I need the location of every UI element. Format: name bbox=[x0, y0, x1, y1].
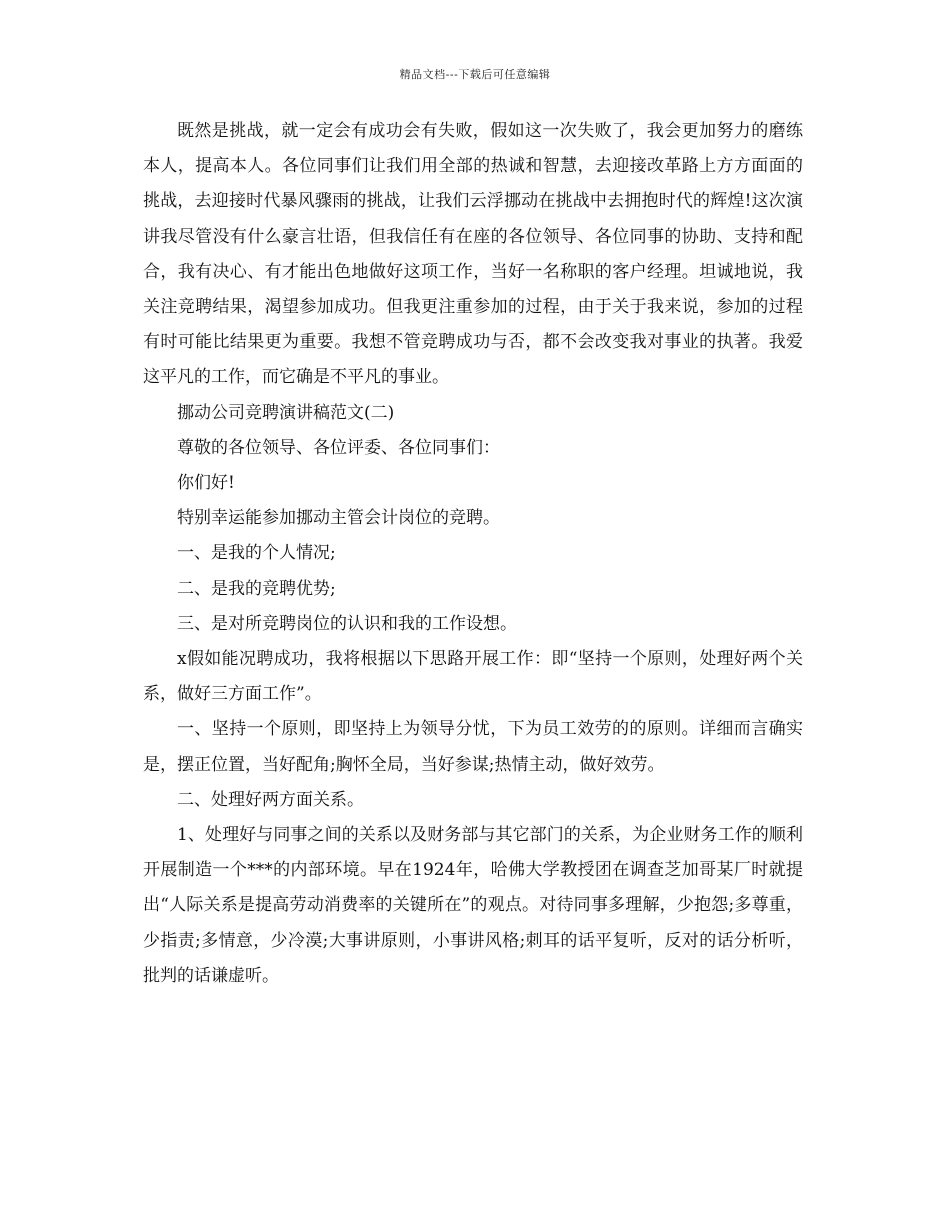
page-header: 精品文档---下载后可任意编辑 bbox=[399, 68, 551, 81]
list-item: 三、是对所竞聘岗位的认识和我的工作设想。 bbox=[177, 613, 517, 634]
list-item: 二、是我的竞聘优势; bbox=[177, 578, 336, 599]
salutation: 尊敬的各位领导、各位评委、各位同事们： bbox=[177, 437, 500, 458]
paragraph-principle: 一、坚持一个原则，即坚持上为领导分忧，下为员工效劳的的原则。详细而言确实是，摆正位置，当好配角;胸怀全局，当好参谋;热情主动，做好效劳。 bbox=[143, 719, 803, 775]
paragraph-intro: 特别幸运能参加挪动主管会计岗位的竞聘。 bbox=[177, 508, 500, 529]
paragraph-relations-heading: 二、处理好两方面关系。 bbox=[177, 789, 364, 810]
paragraph-relations: 1、处理好与同事之间的关系以及财务部与其它部门的关系，为企业财务工作的顺利开展制造一个***的内部环境。早在1924年，哈佛大学教授团在调查芝加哥某厂时就提出“人际关系是提高劳动消费率的关键所在”的观点。对待同事多理解，少抱怨;多尊重，少指责;多情意，少冷漠;大事讲原则，小事讲风格;刺耳的话平复听，反对的话分析听，批判的话谦虚听。 bbox=[143, 825, 803, 986]
list-item: 一、是我的个人情况; bbox=[177, 543, 336, 564]
paragraph-plan: x假如能况聘成功，我将根据以下思路开展工作：即“坚持一个原则，处理好两个关系，做好三方面工作”。 bbox=[143, 649, 803, 705]
document-body bbox=[143, 114, 803, 994]
paragraph-closing: 既然是挑战，就一定会有成功会有失败，假如这一次失败了，我会更加努力的磨练本人，提高本人。各位同事们让我们用全部的热诚和智慧，去迎接改革路上方方面面的挑战，去迎接时代暴风骤雨的挑战，让我们云浮挪动在挑战中去拥抱时代的辉煌!这次演讲我尽管没有什么豪言壮语，但我信任有在座的各位领导、各位同事的协助、支持和配合，我有决心、有才能出色地做好这项工作，当好一名称职的客户经理。坦诚地说，我关注竞聘结果，渴望参加成功。但我更注重参加的过程，由于关于我来说，参加的过程有时可能比结果更为重要。我想不管竞聘成功与否，都不会改变我对事业的执著。我爱这平凡的工作，而它确是不平凡的事业。 bbox=[143, 121, 803, 388]
section-title: 挪动公司竞聘演讲稿范文(二) bbox=[177, 402, 395, 423]
greeting: 你们好! bbox=[177, 473, 235, 494]
